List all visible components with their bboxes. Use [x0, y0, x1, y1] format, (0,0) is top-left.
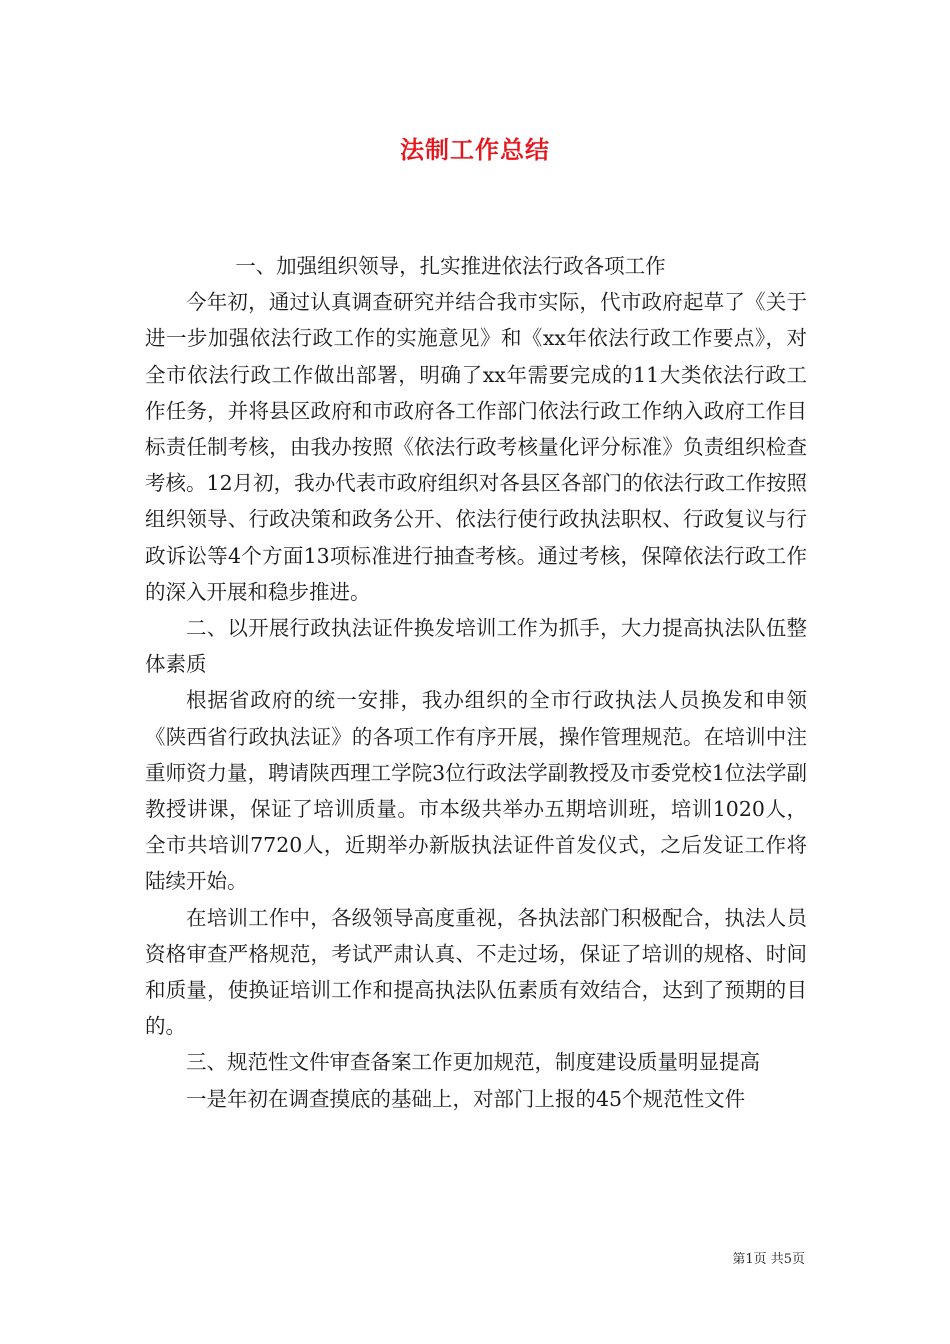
- section-heading-2: 二、以开展行政执法证件换发培训工作为抓手，大力提高执法队伍整体素质: [145, 616, 807, 677]
- document-title: 法制工作总结: [400, 136, 550, 164]
- section-heading-1: 一、加强组织领导，扎实推进依法行政各项工作: [235, 254, 666, 278]
- section-heading-3: 三、规范性文件审查备案工作更加规范，制度建设质量明显提高: [186, 1050, 760, 1075]
- paragraph: 今年初，通过认真调查研究并结合我市实际，代市政府起草了《关于进一步加强依法行政工作的实施意见》和《xx年依法行政工作要点》，对全市依法行政工作做出部署，明确了xx年需要完成的11大类依法行政工作任务，并将县区政府和市政府各工作部门依法行政工作纳入政府工作目标责任制考核，由我办按照《依法行政考核量化评分标准》负责组织检查考核。12月初，我办代表市政府组织对各县区各部门的依法行政工作按照组织领导、行政决策和政务公开、依法行使行政执法职权、行政复议与行政诉讼等4个方面13项标准进行抽查考核。通过考核，保障依法行政工作的深入开展和稳步推进。: [145, 290, 807, 604]
- page-number-footer: 第1页 共5页: [732, 1252, 805, 1267]
- paragraph: 根据省政府的统一安排，我办组织的全市行政执法人员换发和申领《陕西省行政执法证》的各项工作有序开展，操作管理规范。在培训中注重师资力量，聘请陕西理工学院3位行政法学副教授及市委党校1位法学副教授讲课，保证了培训质量。市本级共举办五期培训班，培训1020人，全市共培训7720人，近期举办新版执法证件首发仪式，之后发证工作将陆续开始。: [145, 688, 807, 894]
- document-body: [145, 248, 807, 1117]
- paragraph: 一是年初在调查摸底的基础上，对部门上报的45个规范性文件: [186, 1086, 746, 1111]
- paragraph: 在培训工作中，各级领导高度重视，各执法部门积极配合，执法人员资格审查严格规范，考试严肃认真、不走过场，保证了培训的规格、时间和质量，使换证培训工作和提高执法队伍素质有效结合，达到了预期的目的。: [145, 905, 807, 1039]
